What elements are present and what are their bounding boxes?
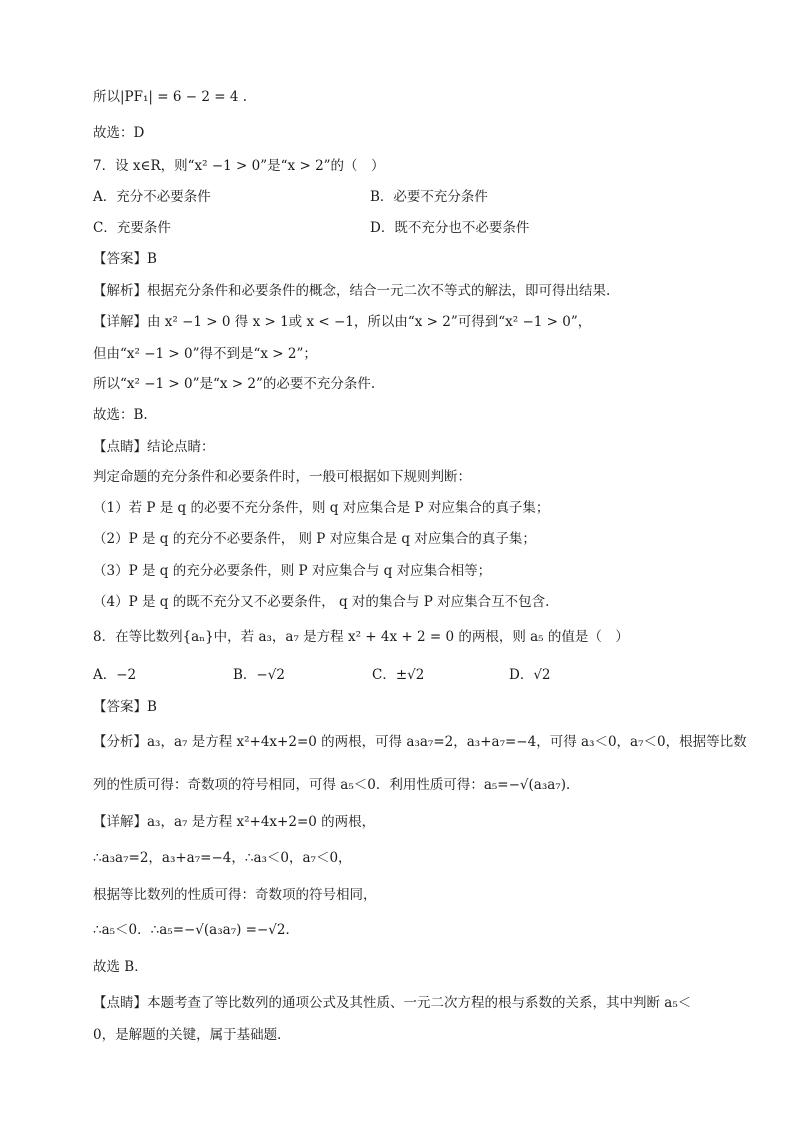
question-7-stem: 7．设 x∈R，则“x² −1 > 0”是“x > 2”的（ ） (93, 158, 385, 174)
text-line: 故选：D (93, 125, 145, 141)
analysis-line: 【解析】根据充分条件和必要条件的概念，结合一元二次不等式的解法，即可得出结果. (93, 283, 611, 299)
option-c: C．±√2 (372, 667, 425, 683)
text-line: 所以|PF₁| = 6 − 2 = 4 . (93, 89, 247, 105)
text-line: 判定命题的充分条件和必要条件时，一般可根据如下规则判断： (93, 469, 471, 485)
analysis-line: 【分析】a₃，a₇ 是方程 x²+4x+2=0 的两根，可得 a₃a₇=2，a₃+a₇=−4，可得 a₃＜0，a₇＜0，根据等比数 (93, 734, 747, 750)
detail-line: 【详解】由 x² −1 > 0 得 x > 1或 x < −1，所以由“x > 2”可得到“x² −1 > 0”， (93, 314, 592, 330)
text-line: 0，是解题的关键，属于基础题． (93, 1027, 291, 1043)
option-c: C．充要条件 (93, 220, 171, 236)
question-8-stem: 8．在等比数列{aₙ}中，若 a₃，a₇ 是方程 x² + 4x + 2 = 0 的两根，则 a₅ 的值是（ ） (93, 629, 629, 645)
rule-1: （1）若 P 是 q 的必要不充分条件，则 q 对应集合是 P 对应集合的真子集； (93, 500, 550, 516)
text-line: 列的性质可得：奇数项的符号相同，可得 a₅＜0．利用性质可得：a₅=−√(a₃a₇)． (93, 777, 580, 793)
rule-2: （2）P 是 q 的充分不必要条件， 则 P 对应集合是 q 对应集合的真子集； (93, 531, 536, 547)
answer-line: 【答案】B (93, 699, 157, 715)
text-line: 根据等比数列的性质可得：奇数项的符号相同， (93, 887, 377, 903)
option-a: A．−2 (93, 667, 137, 683)
remark-line: 【点睛】结论点睛： (93, 439, 215, 455)
text-line: 故选 B． (93, 959, 148, 975)
option-b: B．必要不充分条件 (370, 189, 488, 205)
option-a: A．充分不必要条件 (93, 189, 211, 205)
detail-line: 【详解】a₃，a₇ 是方程 x²+4x+2=0 的两根， (93, 814, 376, 830)
text-line: 但由“x² −1 > 0”得不到是“x > 2”； (93, 346, 317, 362)
text-line: 所以“x² −1 > 0”是“x > 2”的必要不充分条件. (93, 376, 376, 392)
remark-line: 【点睛】本题考查了等比数列的通项公式及其性质、一元二次方程的根与系数的关系，其中判断 a₅＜ (93, 995, 692, 1011)
option-d: D．既不充分也不必要条件 (370, 220, 530, 236)
text-line: ∴a₃a₇=2，a₃+a₇=−4，∴a₃＜0，a₇＜0， (93, 850, 352, 866)
option-b: B．−√2 (233, 667, 285, 683)
rule-4: （4）P 是 q 的既不充分又不必要条件， q 对的集合与 P 对应集合互不包含. (93, 594, 550, 610)
option-d: D．√2 (509, 667, 551, 683)
rule-3: （3）P 是 q 的充分必要条件，则 P 对应集合与 q 对应集合相等； (93, 563, 492, 579)
text-line: 故选：B. (93, 407, 148, 423)
answer-line: 【答案】B (93, 251, 157, 267)
text-line: ∴a₅＜0．∴a₅=−√(a₃a₇) =−√2． (93, 922, 299, 938)
